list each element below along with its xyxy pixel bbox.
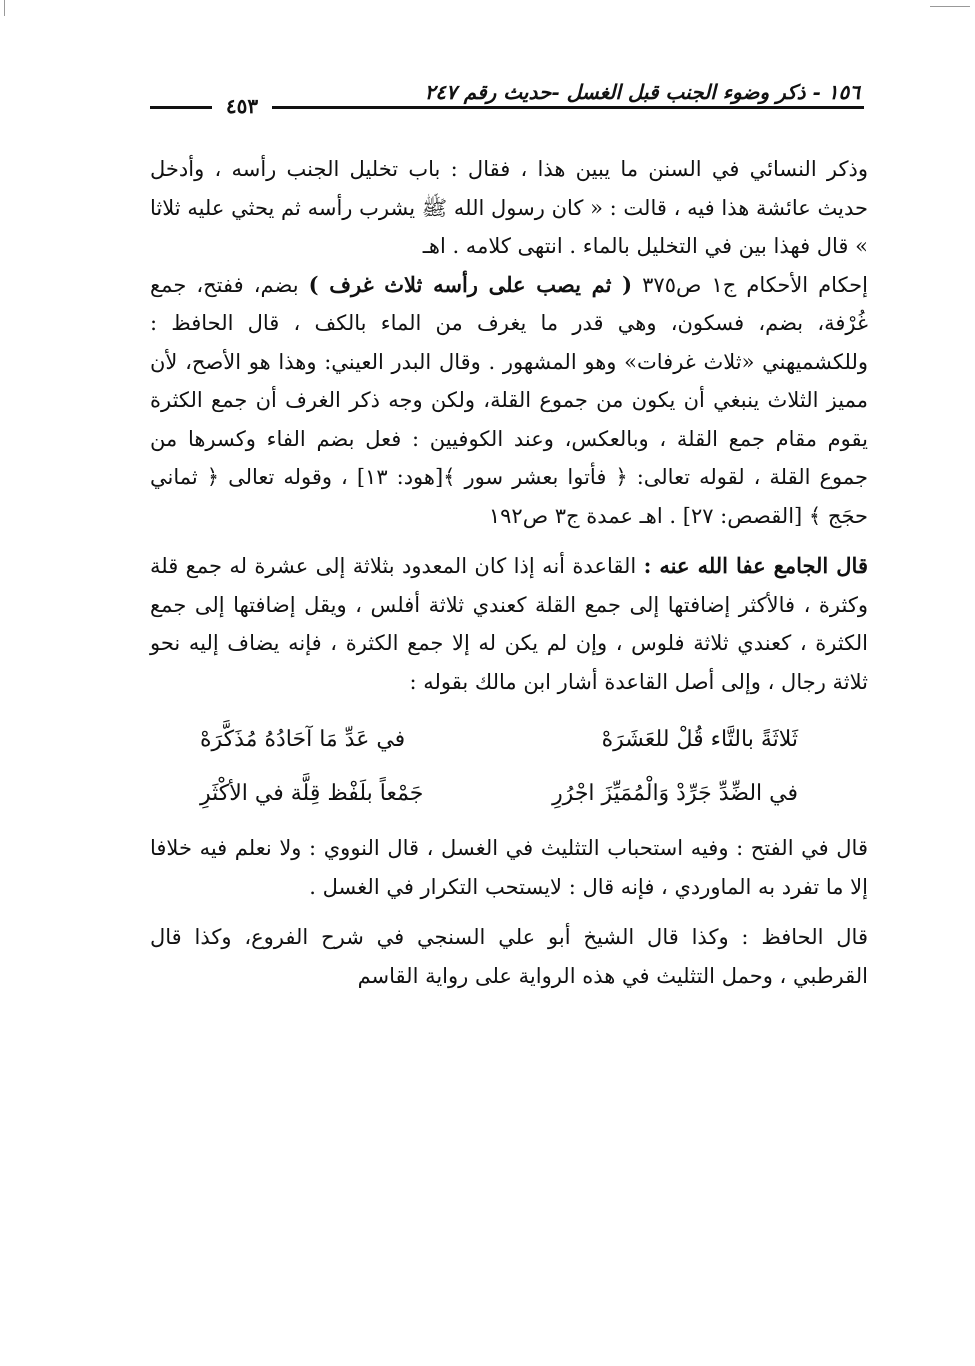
- poem-hemistich-left: في عَدِّ مَا آحَادُهُ مُذَكَّرَهْ: [200, 726, 406, 752]
- corner-mark-right: [930, 6, 970, 7]
- chapter-title: ١٥٦ - ذكر وضوء الجنب قبل الغسل -حديث رقم ٢٤٧: [424, 80, 860, 104]
- paragraph-5: قال الحافظ : وكذا قال الشيخ أبو علي السنجي في شرح الفروع، وكذا قال القرطبي ، وحمل التثليث في هذه الرواية على رواية القاسم: [150, 925, 868, 988]
- paragraph-2-pre: إحكام الأحكام ج١ ص٣٧٥: [632, 272, 868, 297]
- paragraph-2: [150, 266, 868, 536]
- corner-mark-left: [4, 0, 5, 16]
- page-body: [150, 150, 868, 995]
- paragraph-2-bold: ( ثم يصب على رأسه ثلاث غرف ): [308, 271, 633, 297]
- poem-hemistich-right: في الضِّدِّ جَرِّدْ وَالْمُمَيِّزَ اجْرُرِ: [552, 780, 798, 806]
- paragraph-3-bold: قال الجامع عفا الله عنه :: [643, 553, 868, 578]
- paragraph-1-line-1: وذكر النسائي في السنن ما يبين هذا ، فقال : باب تخليل الجنب رأسه ،: [214, 157, 868, 181]
- poem: [150, 713, 868, 821]
- page-number: ٤٥٣: [212, 94, 272, 118]
- paragraph-1-line-3: ثم يحثي عليه ثلاثا » قال فهذا بين في التخليل بالماء . انتهى كلامه . اهـ: [150, 195, 868, 258]
- poem-verse: [150, 767, 868, 821]
- header-rule: [272, 106, 864, 109]
- poem-hemistich-right: ثَلاثَةً بالتَّاء قُلْ للعَشَرَهْ: [601, 726, 798, 752]
- page-header: [150, 72, 864, 118]
- poem-verse: [150, 713, 868, 767]
- paragraph-3: [150, 547, 868, 701]
- paragraph-3-post: القاعدة أنه إذا كان المعدود بثلاثة إلى عشرة له جمع قلة وكثرة ، فالأكثر إضافتها إلى جمع القلة كعندي ثلاثة أفلس ، ويقل إضافتها إلى جمع الكثرة ، كعندي ثلاثة فلوس ، وإن لم يكن له إلا جمع الكثرة ، فإنه يضاف إليه نحو ثلاثة رجال ، وإلى أصل القاعدة أشار ابن مالك بقوله :: [150, 554, 868, 694]
- header-rule-left: [150, 106, 212, 109]
- paragraph-1: [150, 150, 868, 266]
- poem-hemistich-left: جَمْعاً بلَفْظ قِلَّة في الأكْثَرِ: [200, 780, 424, 806]
- paragraph-1-line-2: وأدخل حديث عائشة هذا فيه ، قالت : « كان رسول الله ﷺ يشرب رأسه: [150, 157, 868, 220]
- paragraph-4: قال في الفتح : وفيه استحباب التثليث في الغسل ، قال النووي : ولا نعلم فيه خلافا إلا ما تفرد به الماوردي ، فإنه قال : لايستحب التكرار في الغسل .: [150, 836, 868, 899]
- paragraph-2-post: بضم، ففتح، جمع غُرْفة، بضم، فسكون، وهي قدر ما يغرف من الماء بالكف ، قال الحافظ : وللكشميهني «ثلاث غرفات» وهو المشهور . وقال البدر العيني: وهذا هو الأصح، لأن مميز الثلاث ينبغي أن يكون من جموع القلة، ولكن وجه ذكر الغرف أن جمع الكثرة يقوم مقام جمع القلة ، وبالعكس، وعند الكوفيين : فعل بضم الفاء وكسرها من جموع القلة ، لقوله تعالى: ﴿ فأتوا بعشر سور ﴾[هود: ١٣] ، وقوله تعالى ﴿ ثماني حجَج ﴾ [القصص: ٢٧] . اهـ عمدة ج٣ ص١٩٢: [150, 272, 868, 528]
